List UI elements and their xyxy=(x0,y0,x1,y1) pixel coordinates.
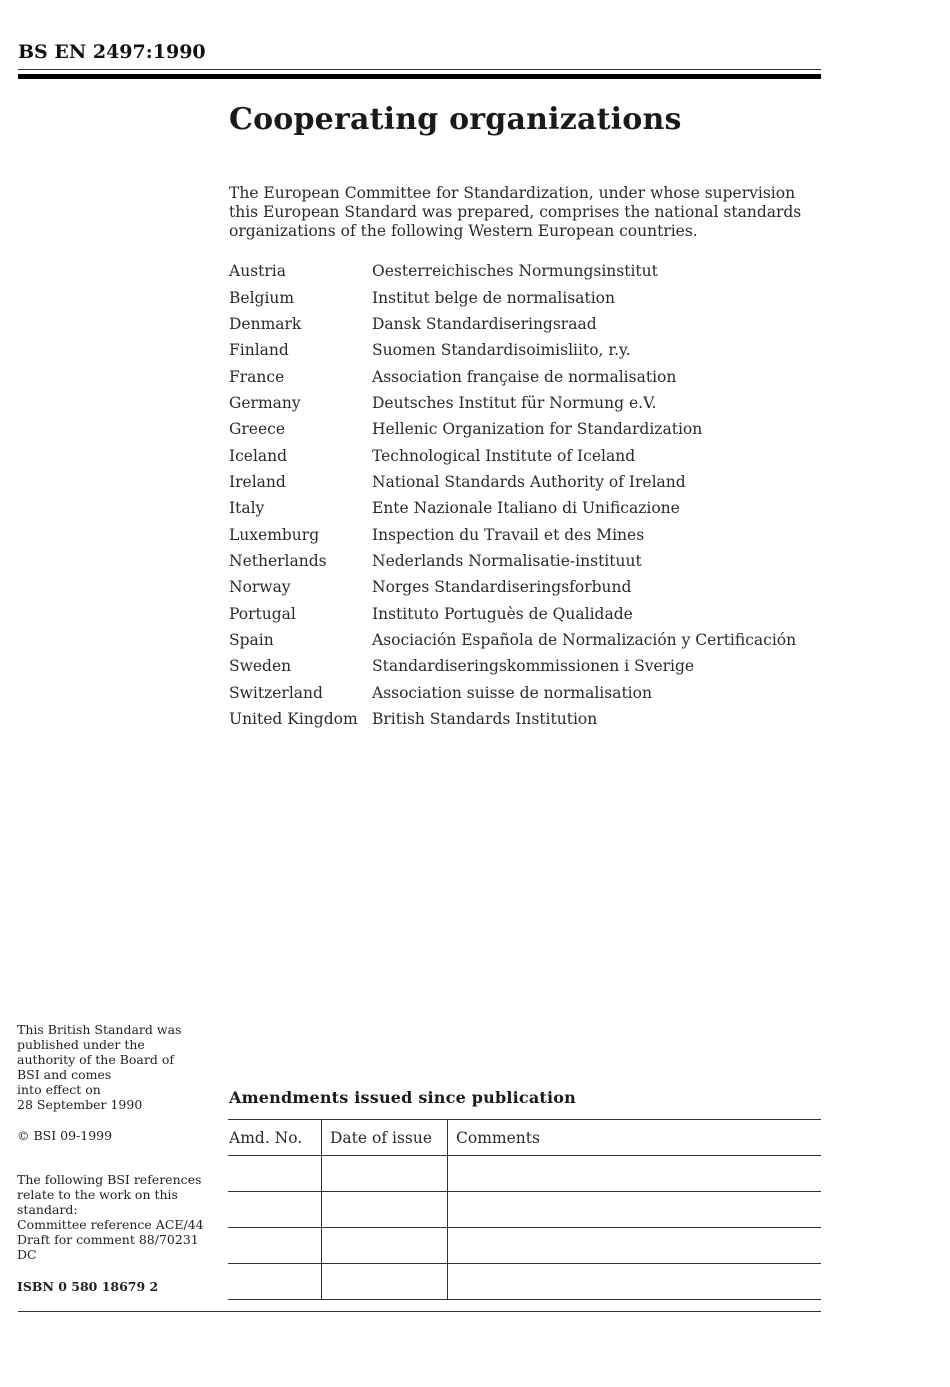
publication-note-line: into effect on xyxy=(17,1082,101,1097)
copyright-note: © BSI 09-1999 xyxy=(17,1128,113,1143)
publication-note xyxy=(17,1022,217,1112)
organization-name: Asociación Española de Normalización y Certificación xyxy=(372,630,797,649)
amendments-table xyxy=(228,1119,821,1300)
table-cell xyxy=(228,1228,322,1264)
organization-country: Italy xyxy=(229,499,265,518)
organization-name: Association française de normalisation xyxy=(372,367,677,386)
organization-name: Oesterreichisches Normungsinstitut xyxy=(372,262,658,281)
organization-name: British Standards Institution xyxy=(372,710,598,729)
organization-name: Technological Institute of Iceland xyxy=(372,446,636,465)
organization-country: Belgium xyxy=(229,288,295,307)
organization-name: Association suisse de normalisation xyxy=(372,683,652,702)
column-header-date-of-issue: Date of issue xyxy=(322,1120,448,1156)
publication-note-line: authority of the Board of xyxy=(17,1052,174,1067)
organization-row xyxy=(229,495,829,521)
bsi-references-line: The following BSI references xyxy=(17,1172,202,1187)
organization-row xyxy=(229,706,829,732)
organization-list xyxy=(229,258,829,732)
intro-paragraph: The European Committee for Standardization, under whose supervision this European Standard was prepared, comprises the national standards organizations of the following Western European countries. xyxy=(229,184,802,240)
table-cell xyxy=(228,1156,322,1192)
header-rule-thin xyxy=(18,69,821,70)
organization-country: Spain xyxy=(229,630,274,649)
bsi-references-note xyxy=(17,1172,217,1262)
organization-country: Ireland xyxy=(229,472,286,491)
publication-note-line: This British Standard was xyxy=(17,1022,182,1037)
page-title: Cooperating organizations xyxy=(229,102,682,137)
document-code: BS EN 2497:1990 xyxy=(18,41,206,63)
publication-note-line: 28 September 1990 xyxy=(17,1097,143,1112)
table-cell xyxy=(322,1156,448,1192)
table-cell xyxy=(448,1192,822,1228)
organization-name: Institut belge de normalisation xyxy=(372,288,615,307)
organization-country: Luxemburg xyxy=(229,525,320,544)
column-header-comments: Comments xyxy=(448,1120,822,1156)
header-rule-thick xyxy=(18,74,821,79)
publication-note-line: published under the xyxy=(17,1037,145,1052)
organization-country: Norway xyxy=(229,578,291,597)
organization-name: Nederlands Normalisatie-instituut xyxy=(372,551,642,570)
organization-country: Switzerland xyxy=(229,683,323,702)
organization-row xyxy=(229,311,829,337)
organization-row xyxy=(229,442,829,468)
organization-country: Netherlands xyxy=(229,551,327,570)
organization-row xyxy=(229,284,829,310)
organization-row xyxy=(229,337,829,363)
organization-country: Sweden xyxy=(229,657,292,676)
bsi-references-line: standard: xyxy=(17,1202,78,1217)
organization-name: National Standards Authority of Ireland xyxy=(372,472,686,491)
table-row xyxy=(228,1192,821,1228)
amendments-body xyxy=(228,1156,821,1300)
column-header-amd-no: Amd. No. xyxy=(228,1120,322,1156)
organization-row xyxy=(229,548,829,574)
isbn: ISBN 0 580 18679 2 xyxy=(17,1279,159,1294)
organization-country: Portugal xyxy=(229,604,296,623)
organization-row xyxy=(229,600,829,626)
bsi-references-line: relate to the work on this xyxy=(17,1187,178,1202)
organization-name: Norges Standardiseringsforbund xyxy=(372,578,632,597)
table-row xyxy=(228,1228,821,1264)
organization-row xyxy=(229,680,829,706)
table-cell xyxy=(322,1192,448,1228)
table-cell xyxy=(448,1228,822,1264)
publication-note-line: BSI and comes xyxy=(17,1067,112,1082)
organization-country: Greece xyxy=(229,420,285,439)
organization-country: Finland xyxy=(229,341,289,360)
organization-row xyxy=(229,416,829,442)
organization-country: Denmark xyxy=(229,314,302,333)
organization-row xyxy=(229,258,829,284)
organization-row xyxy=(229,390,829,416)
organization-name: Suomen Standardisoimisliito, r.y. xyxy=(372,341,631,360)
organization-name: Deutsches Institut für Normung e.V. xyxy=(372,393,657,412)
table-cell xyxy=(448,1156,822,1192)
organization-country: Iceland xyxy=(229,446,288,465)
organization-row xyxy=(229,627,829,653)
bsi-references-line: Draft for comment 88/70231 DC xyxy=(17,1232,199,1262)
organization-row xyxy=(229,521,829,547)
table-cell xyxy=(228,1264,322,1300)
organization-name: Inspection du Travail et des Mines xyxy=(372,525,645,544)
organization-name: Instituto Portuguès de Qualidade xyxy=(372,604,633,623)
table-cell xyxy=(448,1264,822,1300)
table-cell xyxy=(322,1228,448,1264)
organization-name: Hellenic Organization for Standardization xyxy=(372,420,703,439)
table-row xyxy=(228,1264,821,1300)
organization-row xyxy=(229,574,829,600)
table-row xyxy=(228,1156,821,1192)
organization-row xyxy=(229,363,829,389)
amendments-title: Amendments issued since publication xyxy=(229,1088,576,1107)
organization-name: Standardiseringskommissionen i Sverige xyxy=(372,657,695,676)
table-cell xyxy=(228,1192,322,1228)
organization-country: Germany xyxy=(229,393,301,412)
amendments-header-row xyxy=(228,1120,821,1156)
table-cell xyxy=(322,1264,448,1300)
bsi-references-line: Committee reference ACE/44 xyxy=(17,1217,204,1232)
organization-country: United Kingdom xyxy=(229,710,358,729)
footer-rule xyxy=(18,1311,821,1312)
organization-name: Dansk Standardiseringsraad xyxy=(372,314,597,333)
organization-row xyxy=(229,469,829,495)
organization-name: Ente Nazionale Italiano di Unificazione xyxy=(372,499,680,518)
organization-row xyxy=(229,653,829,679)
organization-country: France xyxy=(229,367,285,386)
organization-country: Austria xyxy=(229,262,286,281)
